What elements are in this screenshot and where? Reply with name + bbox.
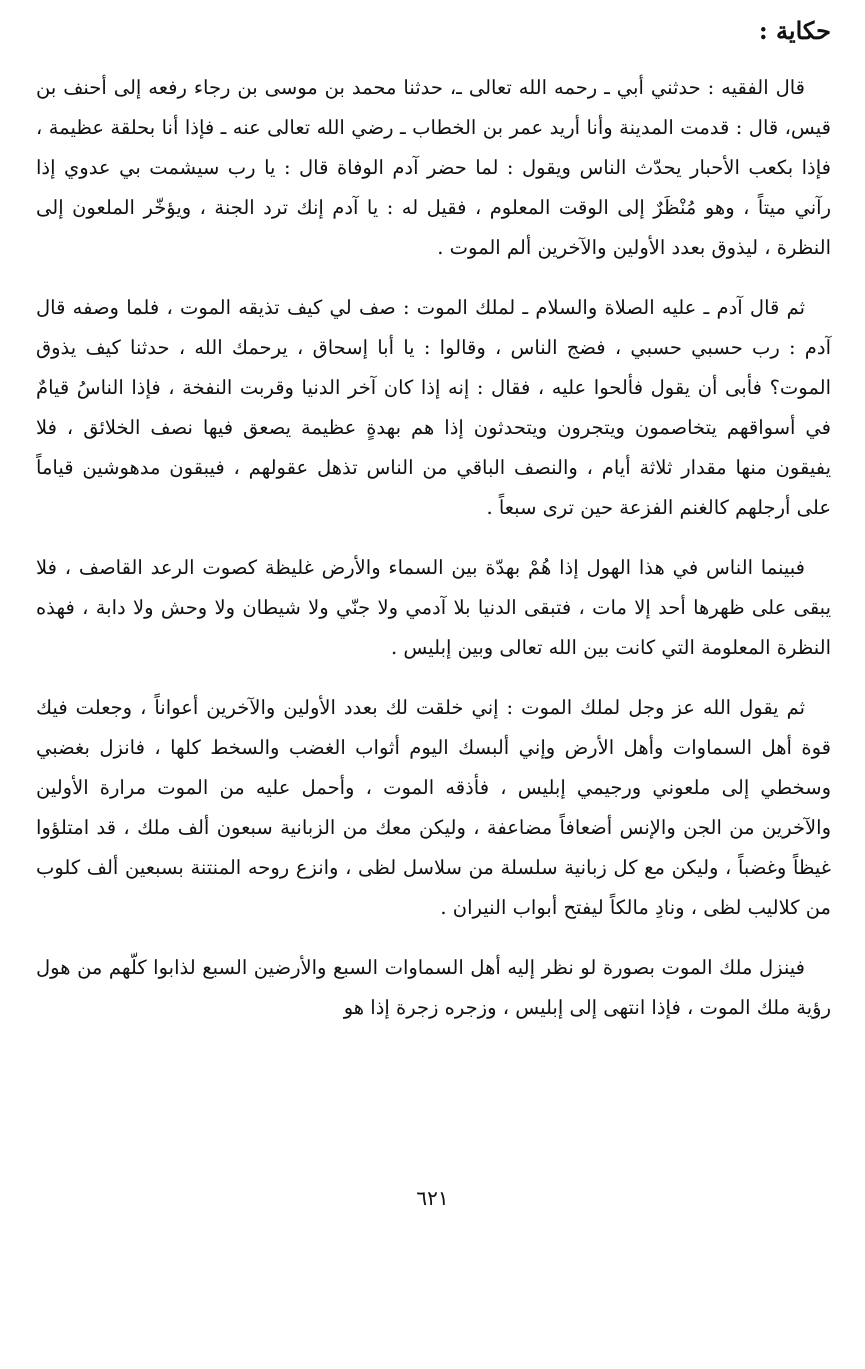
paragraph-4: ثم يقول الله عز وجل لملك الموت : إني خلقت لك بعدد الأولين والآخرين أعواناً ، وجعلت فيك قوة أهل السماوات وأهل الأرض وإني ألبسك اليوم أثواب الغضب والسخط كلها ، فانزل بغضبي وسخطي إلى ملعوني ورجيمي إبليس ، فأذقه الموت ، وأحمل عليه من الموت مرارة الأولين والآخرين من الجن والإنس أضعافاً مضاعفة ، وليكن معك من الزبانية سبعون ألف ملك ، قد امتلؤوا غيظاً وغضباً ، وليكن مع كل زبانية سلسلة من سلاسل لظى ، وانزع روحه المنتنة بسبعين ألف كلوب من كلاليب لظى ، ونادِ مالكاً ليفتح أبواب النيران . xyxy=(36,696,831,919)
page-number: ٦٢١ xyxy=(416,1186,449,1210)
paragraph-3: فبينما الناس في هذا الهول إذا هُمْ بهدّة بين السماء والأرض غليظة كصوت الرعد القاصف ، فلا يبقى على ظهرها أحد إلا مات ، فتبقى الدنيا بلا آدمي ولا جنّي ولا شيطان ولا وحش ولا دابة ، فهذه النظرة المعلومة التي كانت بين الله تعالى وبين إبليس . xyxy=(36,556,831,659)
document-page xyxy=(36,10,831,1048)
section-heading: حكاية : xyxy=(758,16,831,45)
paragraph-2: ثم قال آدم ـ عليه الصلاة والسلام ـ لملك الموت : صف لي كيف تذيقه الموت ، فلما وصفه قال آدم : رب حسبي حسبي ، فضج الناس ، وقالوا : يا أبا إسحاق ، يرحمك الله ، حدثنا كيف يذوق الموت؟ فأبى أن يقول فألحوا عليه ، فقال : إنه إذا كان آخر الدنيا وقربت النفخة ، فإذا الناسُ قيامٌ في أسواقهم يتخاصمون ويتجرون ويتحدثون إذا هم بهدةٍ عظيمة يصعق فيها نصف الخلائق ، فلا يفيقون منها مقدار ثلاثة أيام ، والنصف الباقي من الناس تذهل عقولهم ، فيبقون مدهوشين قياماً على أرجلهم كالغنم الفزعة حين ترى سبعاً . xyxy=(36,296,831,519)
paragraph-1: قال الفقيه : حدثني أبي ـ رحمه الله تعالى ـ، حدثنا محمد بن موسى بن رجاء رفعه إلى أحنف بن قيس، قال : قدمت المدينة وأنا أريد عمر بن الخطاب ـ رضي الله تعالى عنه ـ فإذا أنا بحلقة عظيمة ، فإذا بكعب الأحبار يحدّث الناس ويقول : لما حضر آدم الوفاة قال : يا رب سيشمت بي عدوي إذا رآني ميتاً ، وهو مُنْظَرٌ إلى الوقت المعلوم ، فقيل له : يا آدم إنك ترد الجنة ، ويؤخّر الملعون إلى النظرة ، ليذوق بعدد الأولين والآخرين ألم الموت . xyxy=(36,76,831,259)
paragraph-5: فينزل ملك الموت بصورة لو نظر إليه أهل السماوات السبع والأرضين السبع لذابوا كلّهم من هول رؤية ملك الموت ، فإذا انتهى إلى إبليس ، وزجره زجرة إذا هو xyxy=(36,956,831,1019)
